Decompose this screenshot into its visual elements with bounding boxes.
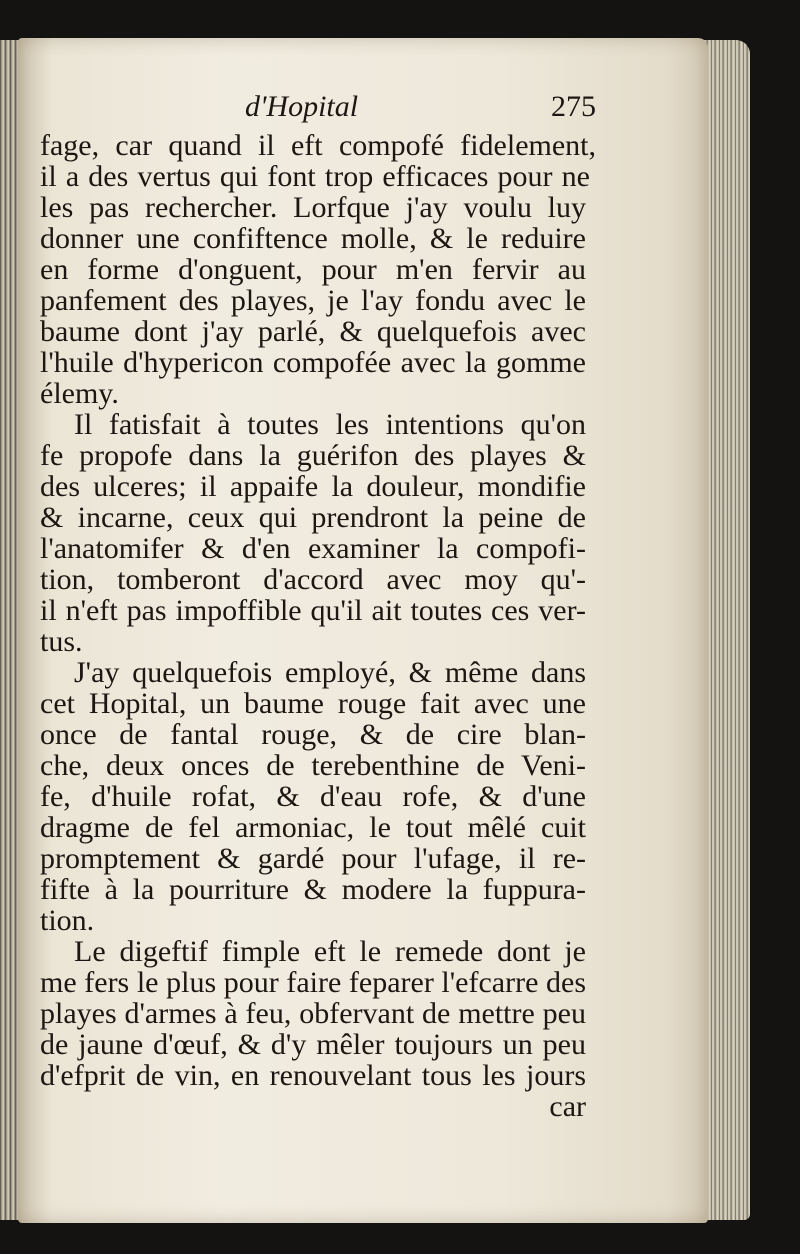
text-line: les pas rechercher. Lorfque j'ay voulu luy: [40, 191, 586, 224]
text-line: l'anatomifer & d'en examiner la compofi-: [40, 532, 586, 565]
body-text: [40, 130, 596, 1122]
page-number: 275: [551, 90, 596, 123]
text-line: che, deux onces de terebenthine de Veni-: [40, 749, 586, 782]
text-line: donner une confiftence molle, & le reduire: [40, 222, 586, 255]
text-line: fifte à la pourriture & modere la fuppura-: [40, 873, 586, 906]
text-line: playes d'armes à feu, obfervant de mettre peu: [40, 997, 586, 1030]
text-line: d'efprit de vin, en renouvelant tous les jours: [40, 1059, 586, 1092]
text-line: panfement des playes, je l'ay fondu avec le: [40, 284, 586, 317]
text-line: promptement & gardé pour l'ufage, il re-: [40, 842, 586, 875]
text-line: l'huile d'hypericon compofée avec la gomme: [40, 346, 586, 379]
text-line: fe propofe dans la guérifon des playes &: [40, 439, 586, 472]
text-line: fe, d'huile rofat, & d'eau rofe, & d'une: [40, 780, 586, 813]
text-line: fage, car quand il eft compofé fidelement,: [40, 129, 596, 162]
text-line: élemy.: [40, 377, 119, 410]
text-line: des ulceres; il appaife la douleur, mondifie: [40, 470, 586, 503]
text-line: once de fantal rouge, & de cire blan-: [40, 718, 586, 751]
text-line: J'ay quelquefois employé, & même dans: [74, 656, 586, 689]
text-line: baume dont j'ay parlé, & quelquefois avec: [40, 315, 586, 348]
catchword: car: [549, 1090, 586, 1123]
text-line: tus.: [40, 625, 83, 658]
text-line: dragme de fel armoniac, le tout mêlé cuit: [40, 811, 586, 844]
text-line: tion.: [40, 904, 95, 937]
text-line: tion, tomberont d'accord avec moy qu'-: [40, 563, 586, 596]
text-line: de jaune d'œuf, & d'y mêler toujours un peu: [40, 1028, 586, 1061]
text-line: en forme d'onguent, pour m'en fervir au: [40, 253, 586, 286]
text-line: cet Hopital, un baume rouge fait avec une: [40, 687, 586, 720]
text-line: Le digeftif fimple eft le remede dont je: [74, 935, 586, 968]
text-line: il n'eft pas impoffible qu'il ait toutes ces ver-: [40, 594, 586, 627]
text-line: me fers le plus pour faire feparer l'efcarre des: [40, 966, 586, 999]
running-head: d'Hopital: [245, 90, 359, 123]
text-line: il a des vertus qui font trop efficaces pour ne: [40, 160, 590, 193]
text-line: & incarne, ceux qui prendront la peine de: [40, 501, 586, 534]
text-line: Il fatisfait à toutes les intentions qu'on: [74, 408, 586, 441]
page-header: [40, 88, 596, 126]
